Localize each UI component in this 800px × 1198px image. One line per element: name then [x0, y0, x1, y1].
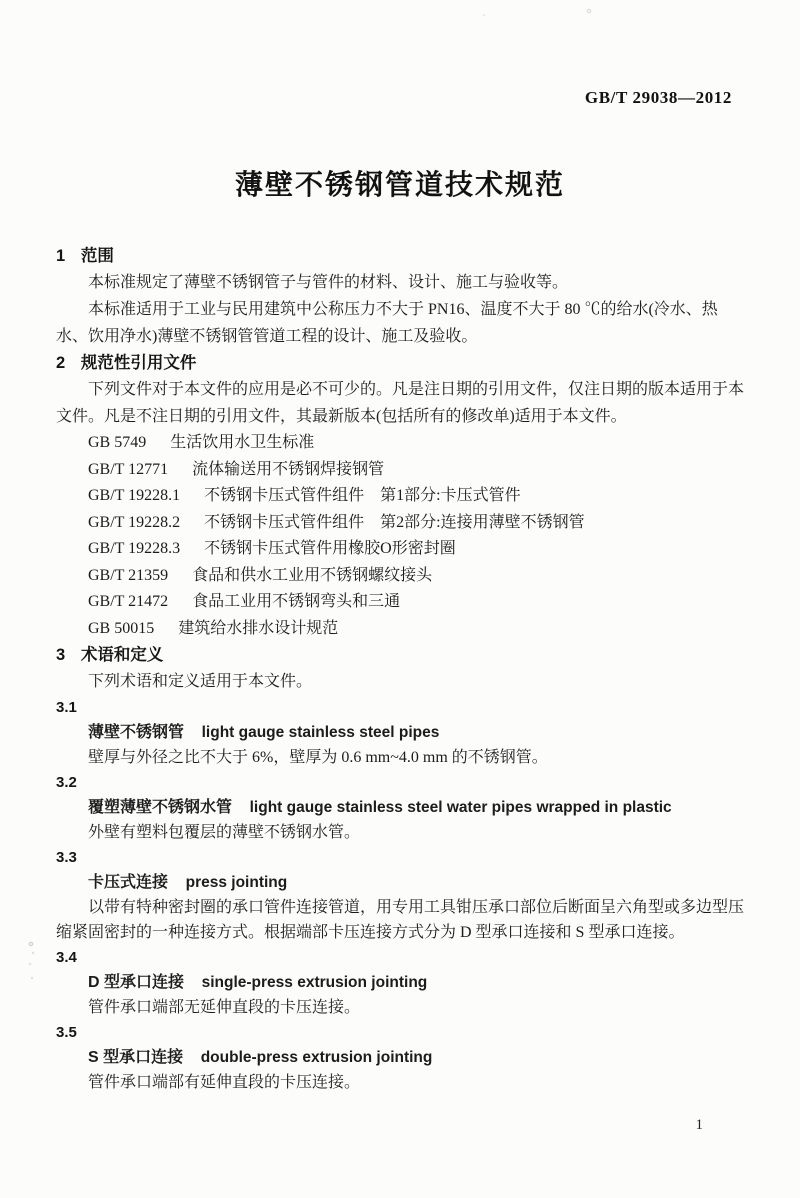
- term-item: [56, 695, 746, 770]
- section-number: 1: [56, 247, 66, 265]
- paragraph: 本标准适用于工业与民用建筑中公称压力不大于 PN16、温度不大于 80 ℃的给水(冷水、热水、饮用净水)薄壁不锈钢管管道工程的设计、施工及验收。: [56, 301, 718, 345]
- term-number: 3.5: [56, 1024, 77, 1041]
- page-number: 1: [695, 1117, 703, 1133]
- reference-title: 不锈钢卡压式管件用橡胶O形密封圈: [204, 540, 456, 557]
- term-heading: [56, 870, 746, 895]
- reference-item: [56, 589, 746, 616]
- term-number: 3.1: [56, 699, 77, 716]
- reference-code: GB 50015: [88, 619, 155, 637]
- term-en: single-press extrusion jointing: [201, 974, 428, 991]
- reference-item: [56, 510, 746, 537]
- reference-item: [56, 430, 746, 457]
- term-definition: 以带有特种密封圈的承口管件连接管道，用专用工具钳压承口部位后断面呈六角型或多边型压缩紧固密封的一种连接方式。根据端部卡压连接方式分为 D 型承口连接和 S 型承口连接。: [56, 899, 745, 941]
- terms-list: [56, 695, 746, 1095]
- reference-title: 食品和供水工业用不锈钢螺纹接头: [192, 566, 433, 584]
- term-definition: 外壁有塑料包覆层的薄壁不锈钢水管。: [88, 824, 361, 841]
- reference-title: 不锈钢卡压式管件组件 第2部分:连接用薄壁不锈钢管: [204, 513, 585, 531]
- term-number: 3.2: [56, 774, 77, 791]
- standard-code: GB/T 29038—2012: [584, 88, 732, 107]
- reference-title: 不锈钢卡压式管件组件 第1部分:卡压式管件: [204, 487, 521, 504]
- reference-title: 流体输送用不锈钢焊接钢管: [192, 460, 385, 478]
- term-zh: D 型承口连接: [88, 974, 185, 991]
- reference-title: 建筑给水排水设计规范: [178, 619, 339, 637]
- term-item: [56, 1020, 746, 1095]
- section-3-heading: [56, 642, 746, 668]
- term-heading: [56, 795, 746, 820]
- paragraph: 下列文件对于本文件的应用是必不可少的。凡是注日期的引用文件，仅注日期的版本适用于本文件。凡是不注日期的引用文件，其最新版本(包括所有的修改单)适用于本文件。: [56, 381, 745, 425]
- reference-item: [56, 483, 746, 510]
- term-en: light gauge stainless steel pipes: [201, 724, 440, 741]
- term-en: double-press extrusion jointing: [200, 1049, 433, 1066]
- term-item: [56, 945, 746, 1020]
- reference-item: [56, 563, 746, 590]
- term-zh: 卡压式连接: [88, 874, 169, 891]
- reference-title: 食品工业用不锈钢弯头和三通: [192, 593, 401, 610]
- term-en: light gauge stainless steel water pipes wrapped in plastic: [249, 799, 672, 816]
- reference-code: GB/T 19228.2: [88, 513, 181, 531]
- term-definition: 壁厚与外径之比不大于 6%，壁厚为 0.6 mm~4.0 mm 的不锈钢管。: [88, 749, 548, 766]
- reference-code: GB/T 19228.3: [88, 540, 181, 557]
- term-en: press jointing: [185, 874, 288, 891]
- term-number: 3.4: [56, 949, 77, 966]
- reference-code: GB 5749: [88, 434, 147, 451]
- page-content: [56, 0, 746, 1095]
- references-list: [56, 430, 746, 642]
- scan-speck: [30, 943, 32, 945]
- section-number: 3: [56, 646, 66, 664]
- term-zh: 薄壁不锈钢管: [88, 724, 185, 741]
- term-item: [56, 845, 746, 945]
- term-heading: [56, 720, 746, 745]
- term-definition: 管件承口端部有延伸直段的卡压连接。: [88, 1074, 361, 1091]
- term-zh: 覆塑薄壁不锈钢水管: [88, 799, 233, 816]
- reference-title: 生活饮用水卫生标准: [170, 434, 315, 451]
- reference-code: GB/T 19228.1: [88, 487, 181, 504]
- reference-code: GB/T 21359: [88, 566, 169, 584]
- reference-item: [56, 536, 746, 563]
- reference-item: [56, 616, 746, 643]
- term-definition: 管件承口端部无延伸直段的卡压连接。: [88, 999, 361, 1016]
- section-2-heading: [56, 350, 746, 376]
- section-title: 术语和定义: [80, 646, 164, 664]
- document-title: 薄壁不锈钢管道技术规范: [234, 169, 565, 200]
- section-title: 规范性引用文件: [80, 354, 197, 372]
- paragraph: 本标准规定了薄壁不锈钢管子与管件的材料、设计、施工与验收等。: [88, 274, 569, 291]
- reference-code: GB/T 21472: [88, 593, 169, 610]
- term-heading: [56, 970, 746, 995]
- section-title: 范围: [80, 247, 114, 265]
- term-number: 3.3: [56, 849, 77, 866]
- section-number: 2: [56, 354, 66, 372]
- term-heading: [56, 1045, 746, 1070]
- term-item: [56, 770, 746, 845]
- paragraph: 下列术语和定义适用于本文件。: [88, 673, 313, 690]
- reference-code: GB/T 12771: [88, 460, 169, 478]
- reference-item: [56, 457, 746, 484]
- term-zh: S 型承口连接: [88, 1049, 184, 1066]
- section-1-heading: [56, 243, 746, 269]
